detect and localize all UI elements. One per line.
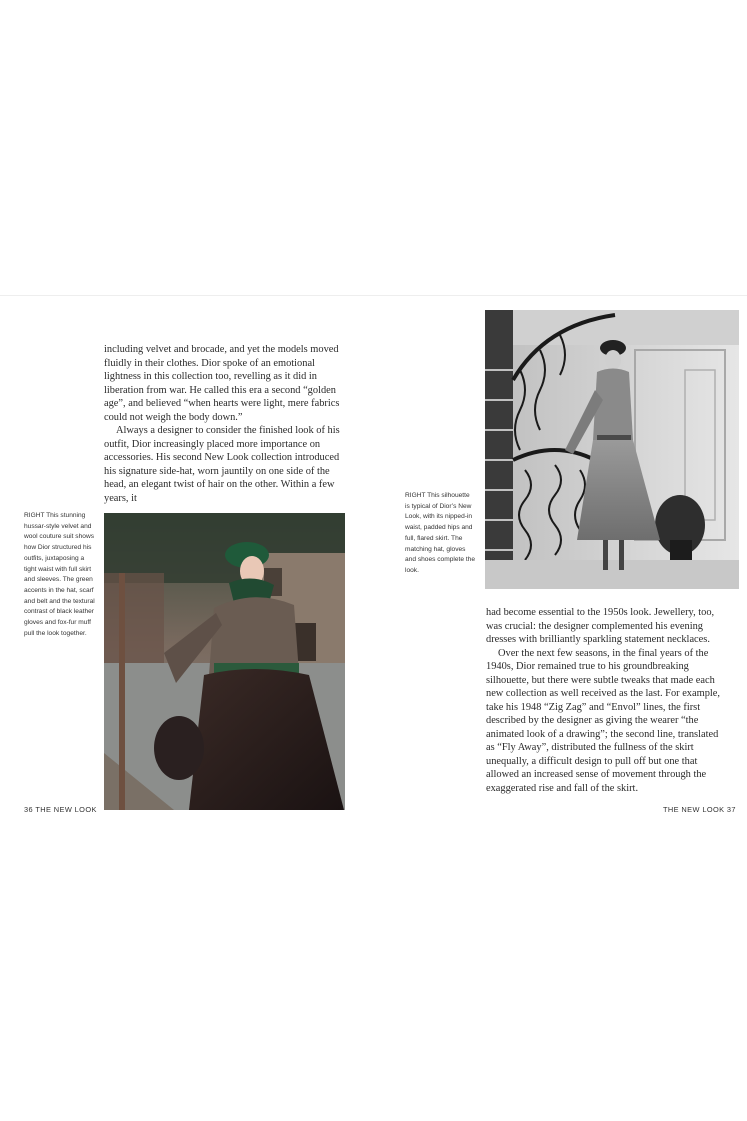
right-body-text xyxy=(486,606,728,795)
right-caption-text: RIGHT This silhouette is typical of Dior’s New Look, with its nipped-in waist, padded hips and full, flared skirt. The matching hat, gloves and shoes complete the look. xyxy=(405,492,476,574)
left-caption xyxy=(24,511,96,639)
left-caption-text: RIGHT This stunning hussar-style velvet and wool couture suit shows how Dior structured his outfits, juxtaposing a tight waist with full skirt and sleeves. The green accents in the hat, scarf and belt and the textural contrast of black leather gloves and fox-fur muff pull the look together. xyxy=(24,512,95,637)
right-paragraph-2: Over the next few seasons, in the final years of the 1940s, Dior remained true to his groundbreaking silhouette, but there were subtle tweaks that made each new collection as well received as the last. For example, take his 1948 “Zig Zag” and “Envol” lines, the first described by the designer as giving the wearer “the animated look of a drawing”; the second line, translated as “Fly Away”, distributed the fullness of the skirt unequally, a difficult design to pull off but one that allowed an increased sense of movement through the exaggerated rise and fall of the skirt. xyxy=(486,647,720,794)
photo-green-hat-suit-image xyxy=(104,513,345,810)
right-paragraph-1: had become essential to the 1950s look. Jewellery, too, was crucial: the designer complemented his evening dresses with brilliantly sparkling statement necklaces. xyxy=(486,607,715,645)
right-caption xyxy=(405,491,475,577)
left-paragraph-2: Always a designer to consider the finished look of his outfit, Dior increasingly placed more importance on accessories. His second New Look collection introduced his signature side-hat, worn jauntily on one side of the head, an elegant twist of hair on the other. Within a few years, it xyxy=(104,425,340,504)
left-body-text xyxy=(104,343,344,505)
right-folio: THE NEW LOOK 37 xyxy=(663,805,736,814)
photo-green-hat-suit xyxy=(104,513,345,810)
left-paragraph-1: including velvet and brocade, and yet the models moved fluidly in their clothes. Dior spoke of an emotional lightness in this collection too, revelling as it did in liberation from war. He called this era a second “golden age”, and believed “when hearts were light, mere fabrics could not weigh the body down.” xyxy=(104,344,340,423)
left-folio: 36 THE NEW LOOK xyxy=(24,805,97,814)
spread-top-edge xyxy=(0,295,747,296)
photo-staircase-dress-image xyxy=(485,310,739,589)
photo-staircase-dress xyxy=(485,310,739,589)
